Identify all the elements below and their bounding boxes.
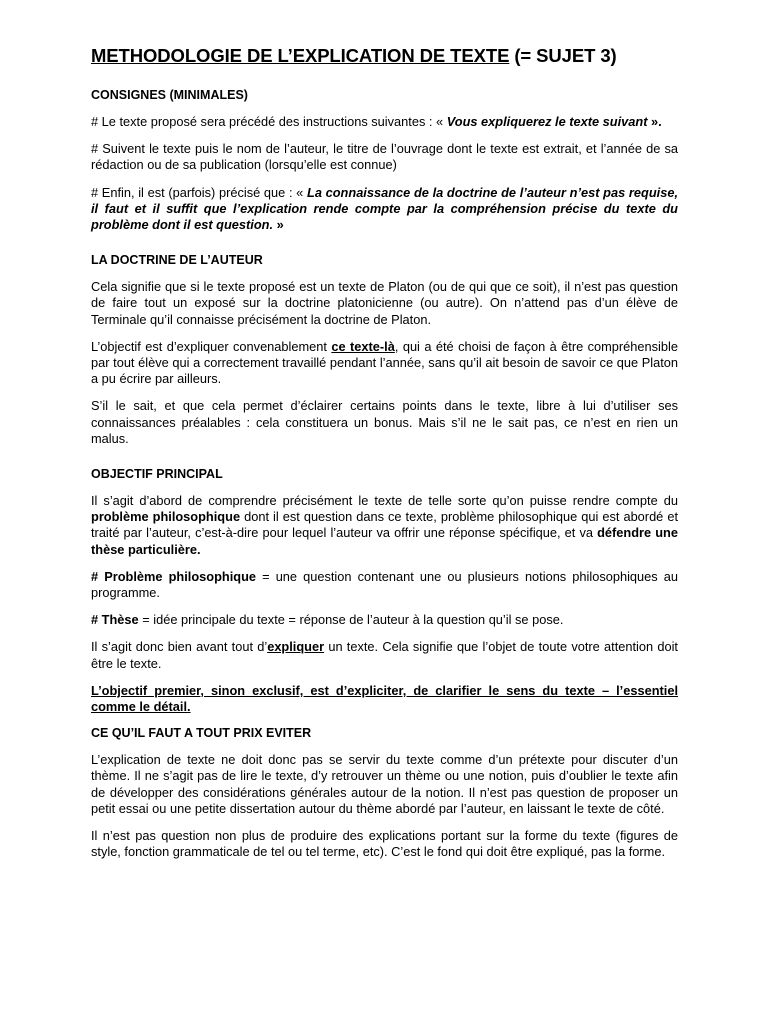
paragraph bbox=[91, 639, 678, 671]
paragraph bbox=[91, 683, 678, 715]
paragraph bbox=[91, 339, 678, 388]
paragraph: L’explication de texte ne doit donc pas se servir du texte comme d’un prétexte pour discuter d’un thème. Il ne s’agit pas de lire le texte, d’y retrouver un thème ou une notion, puis d’oublier le texte afin de développer des considérations générales autour de la notion. Il n’est pas question de proposer un petit essai ou une petite dissertation autour du thème abordé par l’auteur, en laissant le texte de côté. bbox=[91, 752, 678, 816]
emphasis: Vous expliquerez le texte suivant bbox=[446, 114, 648, 129]
emphasis: # Thèse bbox=[91, 612, 139, 628]
heading-consignes: CONSIGNES (MINIMALES) bbox=[91, 88, 248, 102]
emphasis: défendre une thèse particulière. bbox=[91, 525, 678, 557]
heading-objectif: OBJECTIF PRINCIPAL bbox=[91, 467, 223, 482]
paragraph bbox=[91, 612, 678, 628]
text: , qui a été choisi de façon à être compréhensible par tout élève qui a correctement travaillé pendant l’année, sans qu’il ait besoin de savoir ce que Platon a pu écrire par ailleurs. bbox=[91, 338, 678, 387]
text: # Le texte proposé sera précédé des instructions suivantes : « bbox=[91, 114, 447, 129]
emphasis: problème philosophique bbox=[91, 509, 241, 525]
text: Il s’agit donc bien avant tout d’ bbox=[91, 639, 268, 655]
title-rest: (= SUJET 3) bbox=[509, 45, 617, 66]
text: Il s’agit d’abord de comprendre précisément le texte de telle sorte qu’on puisse rendre compte du bbox=[91, 493, 678, 509]
paragraph bbox=[91, 185, 678, 234]
text: dont il est question dans ce texte, problème philosophique qui est abordé et traité par l’auteur, c’est-à-dire pour lequel l’auteur va offrir une réponse spécifique, et va bbox=[91, 509, 678, 541]
text: = une question contenant une ou plusieurs notions philosophiques au programme. bbox=[91, 568, 678, 601]
emphasis: L’objectif premier, sinon exclusif, est d’expliciter, de clarifier le sens du texte – l’essentiel comme le détail. bbox=[91, 682, 678, 715]
text: = idée principale du texte = réponse de l’auteur à la question qu’il se pose. bbox=[138, 612, 564, 628]
paragraph bbox=[91, 493, 678, 558]
text: » bbox=[273, 217, 284, 233]
text: ». bbox=[647, 114, 662, 129]
paragraph: # Suivent le texte puis le nom de l’auteur, le titre de l’ouvrage dont le texte est extrait, et l’année de sa rédaction ou de sa publication (lorsqu’elle est connue) bbox=[91, 141, 678, 173]
emphasis: expliquer bbox=[267, 639, 325, 655]
text: un texte. Cela signifie que l’objet de toute votre attention doit être le texte. bbox=[91, 639, 678, 671]
paragraph: Il n’est pas question non plus de produire des explications portant sur la forme du texte (figures de style, fonction grammaticale de tel ou tel terme, etc). C’est le fond qui doit être expliqué, pas la forme. bbox=[91, 828, 678, 860]
emphasis: ce texte-là bbox=[331, 338, 395, 354]
title-underlined: METHODOLOGIE DE L’EXPLICATION DE TEXTE bbox=[91, 45, 510, 66]
heading-doctrine: LA DOCTRINE DE L’AUTEUR bbox=[91, 253, 263, 268]
heading-eviter: CE QU’IL FAUT A TOUT PRIX EVITER bbox=[91, 726, 312, 741]
document-title bbox=[91, 45, 678, 67]
text: # Enfin, il est (parfois) précisé que : « bbox=[91, 184, 307, 200]
paragraph bbox=[91, 569, 678, 601]
emphasis: # Problème philosophique bbox=[91, 568, 257, 584]
paragraph: Cela signifie que si le texte proposé est un texte de Platon (ou de qui que ce soit), il n’est pas question de faire tout un exposé sur la doctrine platonicienne (ou autre). On n’attend pas d’un élève de Terminale qu’il connaisse précisément la doctrine de Platon. bbox=[91, 279, 678, 327]
paragraph: S’il le sait, et que cela permet d’éclairer certains points dans le texte, libre à lui d’utiliser ses connaissances préalables : cela constituera un bonus. Mais s’il ne le sait pas, ce n’est en rien un malus. bbox=[91, 398, 678, 446]
emphasis: La connaissance de la doctrine de l’auteur n’est pas requise, il faut et il suffit que l’explication rende compte par la compréhension précise du texte du problème dont il est question. bbox=[91, 184, 678, 233]
paragraph bbox=[91, 114, 678, 130]
text: L’objectif est d’expliquer convenablement bbox=[91, 338, 332, 354]
